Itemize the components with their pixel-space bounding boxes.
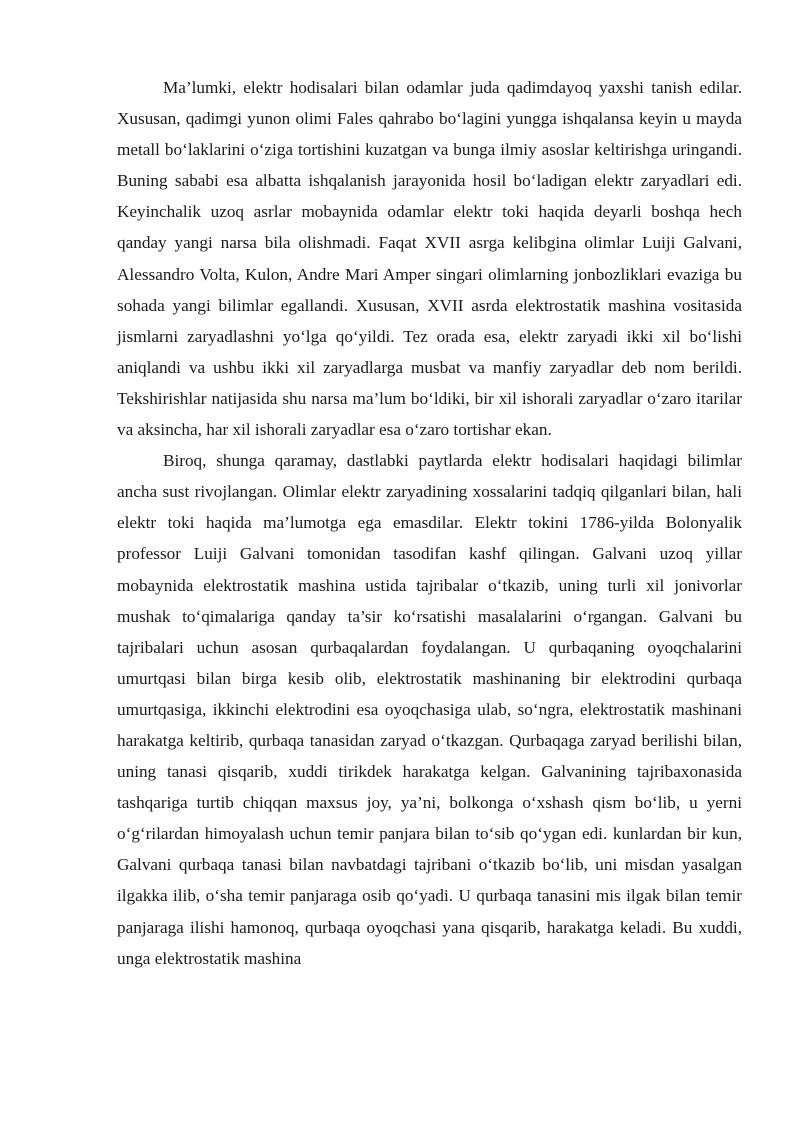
- paragraph-2: Biroq, shunga qaramay, dastlabki paytlarda elektr hodisalari haqidagi bilimlar ancha sust rivojlangan. Olimlar elektr zaryadining xossalarini tadqiq qilganlari bilan, hali elektr toki haqida ma’lumotga ega emasdilar. Elektr tokini 1786-yilda Bolonyalik professor Luiji Galvani tomonidan tasodifan kashf qilingan. Galvani uzoq yillar mobaynida elektrostatik mashina ustida tajribalar o‘tkazib, uning turli xil jonivorlar mushak to‘qimalariga qanday ta’sir ko‘rsatishi masalalarini o‘rgangan. Galvani bu tajribalari uchun asosan qurbaqalardan foydalangan. U qurbaqaning oyoqchalarini umurtqasi bilan birga kesib olib, elektrostatik mashinaning bir elektrodini qurbaqa umurtqasiga, ikkinchi elektrodini esa oyoqchasiga ulab, so‘ngra, elektrostatik mashinani harakatga keltirib, qurbaqa tanasidan zaryad o‘tkazgan. Qurbaqaga zaryad berilishi bilan, uning tanasi qisqarib, xuddi tirikdek harakatga kelgan. Galvanining tajribaxonasida tashqariga turtib chiqqan maxsus joy, ya’ni, bolkonga o‘xshash qism bo‘lib, u yerni o‘g‘rilardan himoyalash uchun temir panjara bilan to‘sib qo‘ygan edi. kunlardan bir kun, Galvani qurbaqa tanasi bilan navbatdagi tajribani o‘tkazib bo‘lib, uni misdan yasalgan ilgakka ilib, o‘sha temir panjaraga osib qo‘yadi. U qurbaqa tanasini mis ilgak bilan temir panjaraga ilishi hamonoq, qurbaqa oyoqchasi yana qisqarib, harakatga keladi. Bu xuddi, unga elektrostatik mashina: [117, 451, 742, 968]
- body-text: [117, 72, 742, 974]
- paragraph-1: Ma’lumki, elektr hodisalari bilan odamlar juda qadimdayoq yaxshi tanish edilar. Xususan, qadimgi yunon olimi Fales qahrabo bo‘lagini yungga ishqalansa keyin u mayda metall bo‘laklarini o‘ziga tortishini kuzatgan va bunga ilmiy asoslar keltirishga uringandi. Buning sababi esa albatta ishqalanish jarayonida hosil bo‘ladigan elektr zaryadlari edi. Keyinchalik uzoq asrlar mobaynida odamlar elektr toki haqida deyarli boshqa hech qanday yangi narsa bila olishmadi. Faqat XVII asrga kelibgina olimlar Luiji Galvani, Alessandro Volta, Kulon, Andre Mari Amper singari olimlarning jonbozliklari evaziga bu sohada yangi bilimlar egallandi. Xususan, XVII asrda elektrostatik mashina vositasida jismlarni zaryadlashni yo‘lga qo‘yildi. Tez orada esa, elektr zaryadi ikki xil bo‘lishi aniqlandi va ushbu ikki xil zaryadlarga musbat va manfiy zaryadlar deb nom berildi. Tekshirishlar natijasida shu narsa ma’lum bo‘ldiki, bir xil ishorali zaryadlar o‘zaro itarilar va aksincha, har xil ishorali zaryadlar esa o‘zaro tortishar ekan.: [117, 78, 742, 440]
